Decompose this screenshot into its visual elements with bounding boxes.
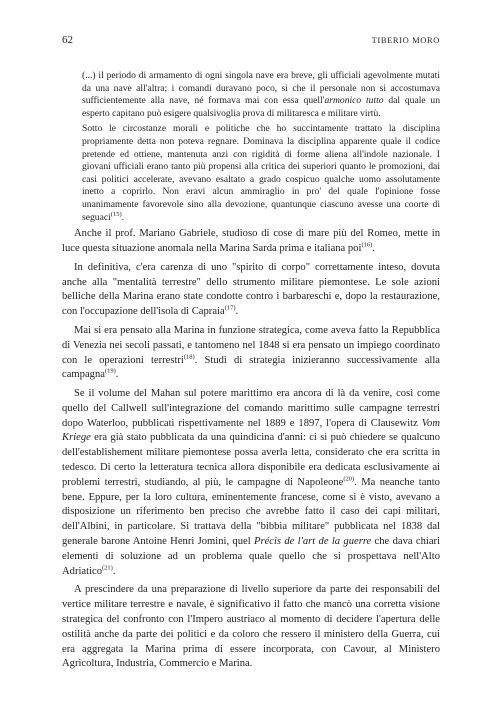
body-paragraph-5: A prescindere da una preparazione di livello superiore da parte dei responsabili del vertice militare terrestre e navale, è significativo il fatto che mancò una corretta visione strategica del confronto con l'Impero austriaco al momento di decidere l'apertura delle ostilità anche da parte dei politici e da coloro che ressero il ministero della Guerra, cui era aggregata la Marina prima di essere incorporata, con Cavour, al Ministero Agricoltura, Industria, Commercio e Marina. [62,584,440,670]
italic-title: Vom Kriege [62,417,440,444]
footnote-ref: (16) [361,241,373,249]
block-quote [82,70,440,224]
body-paragraph-4: Se il volume del Mahan sul potere marittimo era ancora di là da venire, così come quello del Callwell sull'integrazione del comando marittimo sulle campagne terrestri dopo Waterloo, pubblicati rispettivamente nel 1889 e 1897, l'opera di Clausewitz Vom Kriege era già stato pubblicata da una quindicina d'anni: ci si può chiedere se qualcuno dell'establishement militare piemontese possa averla letta, considerato che era scritta in tedesco. Di certo la letteratura tecnica allora disponibile era dedicata esclusivamente ai problemi terrestri, studiando, al più, le campagne di Napoleone$^{(20)}$. Ma neanche tanto bene. Eppure, per la loro cultura, eminentemente francese, come si è visto, avevano a disposizione un riferimento ben preciso che avrebbe fatto il caso dei capi militari, dell'Albini, in particolare. Si trattava della "bibbia militare" pubblicata nel 1838 dal generale barone Antoine Henri Jomini, quel Précis de l'art de la guerre che dava chiari elementi di soluzione ad un problema quale quello che si prospettava nell'Alto Adriatico$^{(21)}$. [62,388,440,577]
quote-paragraph-1: (...) il periodo di armamento di ogni singola nave era breve, gli ufficiali agevolmente mutati da una nave all'altra; i comandi duravano poco, sì che il personale non si accostumava sufficientemente alla nave, né formava mai con essa quell'armonico tutto dal quale un esperto capitano può esigere qualsivoglia prova di militaresca e militare virtù. [82,70,441,119]
page-number: 62 [62,34,73,46]
body-paragraph-2: In definitiva, c'era carenza di uno "spirito di corpo" correttamente inteso, dovuta anche alla "mentalità terrestre" dello strumento militare piemontese. Le sole azioni belliche della Marina erano state condotte contro i barbareschi e, dopo la restaurazione, con l'occupazione dell'isola di Capraia$^{(17)}$. [62,261,440,318]
page-content [62,70,440,672]
footnote-ref: (19) [104,367,116,375]
footnote-ref: (21) [102,564,113,572]
footnote-ref: (18) [183,352,195,360]
footnote-ref: (15) [110,210,122,218]
italic-phrase: armonico tutto [324,95,384,107]
footnote-ref: (20) [343,475,355,483]
footnote-ref: (17) [224,304,236,312]
quote-paragraph-2: Sotto le circostanze morali e politiche che ho succintamente trattato la disciplina propriamente detta non poteva regnare. Dominava la disciplina apparente quale il codice pretende ed ottiene, mantenuta anzi con rigidità di forme aliena all'indole nazionale. I giovani ufficiali erano tanto più propensi alla critica dei superiori quanto le promozioni, dai casi politici accelerate, avevano esaltato a grado cospicuo qualche uomo assolutamente inetto a coprirlo. Non eravi alcun ammiraglio in pro' del quale l'opinione fosse unanimamente favorevole sino alla devozione, quantunque ciascuno avesse una coorte di seguaci$^{(15)}$. [82,123,440,223]
body-paragraph-3: Mai si era pensato alla Marina in funzione strategica, come aveva fatto la Repubblica di Venezia nei secoli passati, e tantomeno nel 1848 si era pensato un impiego coordinato con le operazioni terrestri$^{(18)}$. Studi di strategia inizieranno successivamente alla campagna$^{(19)}$. [62,324,440,381]
body-text [62,227,440,672]
page-header [62,34,440,46]
running-head: TIBERIO MORO [371,35,440,45]
body-paragraph-1: Anche il prof. Mariano Gabriele, studioso di cose di mare più del Romeo, mette in luce questa situazione anomala nella Marina Sarda prima e italiana poi$^{(16)}$. [62,228,440,254]
italic-title: Précis de l'art de la guerre [253,536,372,548]
